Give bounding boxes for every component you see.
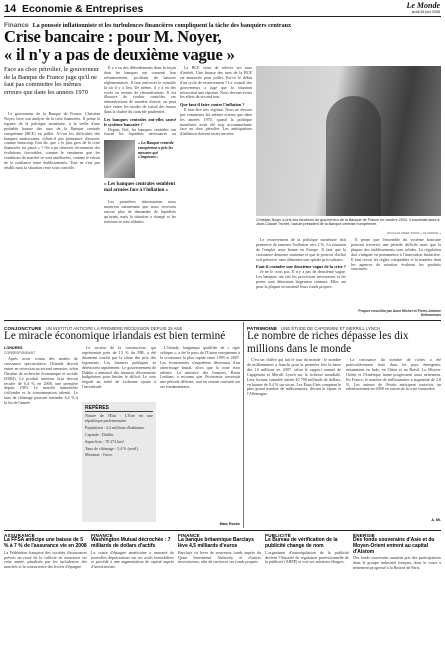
- main-col4-subhead: Faut-il craindre une deuxième vague de la crise ?: [256, 264, 346, 270]
- conjoncture-col2-paragraph: Le secteur de la construction, qui représentait près de 13 % du PIB, a été durement touché par la chute des prix des logements. Les finances publiques se détériorent rapidement. Le gouvernement de Dublin a annoncé des mesures d'économies budgétaires pour limiter le déficit. Le vote négatif au traité de Lisbonne ajoute à l'incertitude.: [82, 346, 156, 390]
- reperes-item: Superficie : 70 273 km².: [85, 438, 125, 444]
- photo-credit: NICOLAS KRIEF POUR « LE MONDE »: [387, 231, 441, 235]
- brief-assurance: [4, 533, 87, 658]
- main-headline-line2: « il n'y a pas de deuxième vague »: [4, 45, 235, 64]
- main-col5-text: [351, 238, 441, 308]
- patrimoine-col2: [346, 358, 441, 518]
- main-col2-bottom: [104, 200, 176, 317]
- conjoncture-sublabel: UN INSTITUT ANTICIPE LA PREMIÈRE RÉCESSION DEPUIS 25 ANS: [45, 325, 183, 331]
- brief-text: L'organisme d'autorégulation de la publicité devient l'Autorité de régulation professionnelle de la publicité (ARPP) et voit ses missions élargies.: [265, 550, 349, 565]
- patrimoine-col1-paragraph: C'est un chiffre qui fait le tour du monde : le nombre de millionnaires a franchi pour la première fois la barre des 10 millions en 2007, selon le rapport annuel de Capgemini et Merrill Lynch sur la richesse mondiale. Leur fortune cumulée atteint 40 700 milliards de dollars, en hausse de 9,4 % sur un an. Les États-Unis comptent le plus grand nombre de millionnaires, devant le Japon et l'Allemagne.: [247, 358, 341, 397]
- conjoncture-col3-paragraph: L'Irlande, longtemps qualifiée de « tigre celtique », a été le pays de l'Union européenne à la croissance la plus rapide entre 1995 et 2007. Les économistes s'inquiètent désormais d'un atterrissage brutal, alors que la zone euro ralentit. Le ministre des finances, Brian Lenihan, a reconnu que l'économie traversait une période délicate, tout en restant confiant sur ses fondamentaux.: [160, 346, 240, 390]
- main-col2-subhead: Les banques centrales ont-elles sauvé le système bancaire ?: [104, 116, 176, 127]
- main-col2-text: [104, 66, 176, 136]
- main-col4-paragraph: Le resserrement de la politique monétaire doit permettre de ramener l'inflation vers 2 %. La situation de l'emploi reste bonne en Europe. Il faut que la croissance demeure soutenue et que le pouvoir d'achat soit préservé, sans alimenter une spirale prix-salaires.: [256, 238, 346, 262]
- patrimoine-label: PATRIMOINE: [247, 325, 278, 331]
- page-number: 14: [4, 3, 17, 15]
- reperes-item: Taux de chômage : 5,4 % (avril).: [85, 445, 139, 451]
- main-col3-subhead: Que faut-il faire contre l'inflation ?: [180, 101, 245, 107]
- patrimoine-col1: [247, 358, 341, 523]
- main-col4-paragraph-2: Je ne le crois pas. Il n'y a pas de deuxième vague. Les banques ont fait les provisions nécessaires et les pertes sont désormais largement connues. Elles ont pour la plupart reconstitué leurs fonds propres.: [256, 269, 346, 289]
- brief-text: La caisse d'épargne américaine a annoncé de nouvelles dépréciations sur ses actifs immobiliers et procédé à une augmentation de capital auprès d'investisseurs.: [91, 550, 174, 570]
- main-col3-paragraph: La BCE vient de relever ses taux d'intérêt. Une hausse des taux de la BCE est annoncée pour juillet. Est-ce le début d'un cycle de resserrement ? Le conseil des gouverneurs a jugé que la situation nécessitait une réponse. Nous devons éviter les effets de second tour.: [180, 66, 252, 100]
- patrimoine-headline: Le nombre de riches dépasse les dix millions dans le monde: [247, 330, 409, 355]
- brief-barclays: [178, 533, 261, 658]
- sidebar-quote-box: [104, 140, 176, 180]
- mid-rule: [4, 320, 441, 321]
- conjoncture-byline: Marc Roche: [219, 522, 240, 526]
- brief-kicker: PUBLICITÉ: [265, 533, 292, 538]
- brief-headline: Washington Mutual décrochée : 7 milliards de dollars d'actifs: [91, 537, 171, 549]
- main-col1-paragraph: Le gouverneur de la Banque de France, Christian Noyer, livre son analyse de la crise financière. Il prône la rigueur de la politique monétaire, à la veille d'une probable hausse des taux de la Banque centrale européenne (BCE) en juillet. A-t-on les difficultés des banques américaines, n'était-il pas prématuré d'assurer, comme beaucoup l'ont dit, que « le plus gros de la crise financière est passé » ? On a pu observer récemment des évolutions favorables, comme le sentiment que les conditions de marché se sont améliorées, comme le retour de la confiance entre établissements. Tout ne s'est pas rétabli mais la situation reste sous contrôle.: [4, 112, 100, 170]
- sidebar-quote-text: « La Banque centrale européenne a pris les mesures qui s'imposent »: [138, 140, 174, 160]
- brief-publicite: [265, 533, 349, 658]
- page-date: jeudi 26 juin 2008: [411, 10, 440, 14]
- main-intro: Face au choc pétrolier, le gouverneur de la Banque de France juge qu'il ne faut pas commettre les mêmes erreurs que dans les années 1970: [4, 66, 99, 96]
- main-photo: [256, 66, 441, 216]
- main-col3-paragraph-2: Il faut être très vigilant. Nous ne devons pas commettre les mêmes erreurs que dans les années 1970, quand la politique monétaire avait été trop accommodante face au choc pétrolier. Les anticipations d'inflation doivent rester ancrées.: [180, 106, 252, 137]
- briefs-rule: [4, 530, 441, 531]
- photo-subject-silhouette: [326, 96, 381, 216]
- reperes-item: Monnaie : l'euro.: [85, 452, 113, 458]
- conjoncture-col2: [82, 346, 156, 400]
- patrimoine-sublabel: UNE ÉTUDE DE CAPGEMINI ET MERRILL LYNCH: [281, 325, 381, 331]
- conjoncture-col3: [160, 346, 240, 522]
- section-title: Economie & Entreprises: [22, 3, 144, 15]
- main-pull-quote: « Les banques centrales semblent mal armées face à l'inflation »: [104, 182, 176, 193]
- main-col2-paragraph: Il y a eu des débordements dans la façon dont les banques ont consenti leur refinancement, profitant de hausses réglementaires. Il faut renforcer le contrôle là où il y a lieu. De même, il y a eu des excès en termes de rémunérations. Il est illusoire de vouloir contrôler ces rémunérations de manière directe, on peut faire entrer les modes de calcul des bonus dans la chaîne du contrôle prudentiel.: [104, 66, 176, 115]
- conjoncture-col1: [4, 357, 78, 527]
- brief-text: Barclays va lever de nouveaux fonds auprès du Qatar Investment Authority et d'autres investisseurs, afin de renforcer ses fonds propres.: [178, 550, 261, 565]
- brief-kicker: FINANCE: [91, 533, 113, 538]
- kicker-text: La poussée inflationniste et les turbulences financières compliquent la tâche des banquiers centraux: [32, 22, 292, 29]
- brief-energie: [353, 533, 441, 658]
- photo-caption: Christian Noyer a pris ses fonctions de gouverneur de la Banque de France en octobre 2003. Il succédait alors à Jean-Claude Trichet, l'actuel président de la Banque centrale européenne.: [256, 218, 440, 227]
- main-col1-text: [4, 112, 100, 317]
- reperes-title: REPÈRES: [85, 405, 153, 412]
- reperes-item: Capitale : Dublin.: [85, 431, 115, 437]
- vertical-rule: [243, 322, 244, 528]
- masthead: Le Monde: [406, 1, 440, 10]
- brief-headline: Des fonds souverains d'Asie et du Moyen-Orient entrent au capital d'Alstom: [353, 537, 435, 555]
- brief-headline: La banque britannique Barclays lève 4,5 milliards d'euros: [178, 537, 254, 549]
- brief-text: Des fonds souverains auraient pris des participations dans le groupe industriel français, dont le cours a nettement progressé à la Bourse de Paris.: [353, 556, 441, 571]
- main-col4-lower: [256, 238, 346, 317]
- brief-headline: La FFSA anticipe une baisse de 5 % à 7 % de l'assurance vie en 2008: [4, 537, 87, 549]
- main-byline: Propos recueillis par Anne Michel et Pierre-Antoine Delhommais: [358, 309, 441, 317]
- brief-text: La Fédération française des sociétés d'assurances prévoit un recul de la collecte en assurance vie cette année, pénalisée par les turbulences des marchés et la concurrence des livrets d'épargne.: [4, 550, 87, 570]
- main-col2-paragraph-3: Les premières informations nous montrent maintenant que nous recevons encore plus de demandes de liquidités qu'avant, mais la situation a changé et les tensions se sont réduites.: [104, 200, 176, 224]
- reperes-box: [82, 402, 156, 522]
- conjoncture-headline: Le miracle économique irlandais est bien terminé: [4, 330, 226, 342]
- conjoncture-col1-paragraph: Après avoir connu des années de croissance spectaculaire, l'Irlande devrait entrer en récession au second semestre, selon l'Institut de recherche économique et sociale (ESRI). Le produit intérieur brut devrait reculer de 0,4 % en 2008, une première depuis 1983. Le marché immobilier s'effondre et la consommation ralentit. Le taux de chômage pourrait atteindre 6,4 % à la fin de l'année.: [4, 357, 78, 406]
- main-col3-text: [180, 66, 252, 317]
- brief-kicker: ASSURANCE: [4, 533, 35, 538]
- main-col5-paragraph: Il pense que l'ensemble du système bancaire pourrait traverser une période difficile mais que la plupart des établissements sont solides. La régulation doit s'adapter en permanence à l'innovation financière. Il faut revoir les règles comptables et la manière dont les agences de notation évaluent les produits structurés.: [351, 238, 441, 272]
- main-col2-paragraph-2: Depuis l'été, les banques centrales ont fourni les liquidités nécessaires au: [104, 126, 176, 136]
- patrimoine-byline: A. Mi.: [431, 518, 441, 522]
- brief-headline: Le Bureau de vérification de la publicité change de nom: [265, 537, 338, 549]
- reperes-item: Population : 4,4 millions d'habitants.: [85, 424, 146, 430]
- patrimoine-col2-paragraph: La croissance du nombre de riches a été particulièrement forte dans les pays émergents, notamment en Inde, en Chine et au Brésil. Le Moyen-Orient et l'Amérique latine progressent aussi nettement. En France, le nombre de millionnaires a augmenté de 2,8 %. Les auteurs de l'étude anticipent toutefois un ralentissement en 2008 en raison de la crise financière.: [346, 358, 441, 392]
- reperes-list: [85, 414, 153, 519]
- brief-kicker: FINANCE: [178, 533, 200, 538]
- main-headline-line1: Crise bancaire : pour M. Noyer,: [4, 27, 222, 46]
- reperes-item: Nature de l'État : L'Éire est une république parlementaire.: [85, 414, 153, 423]
- conjoncture-dateline: LONDRES: [4, 346, 23, 350]
- header-rule: [4, 16, 441, 17]
- kicker-label: Finance: [4, 21, 29, 29]
- brief-kicker: ÉNERGIE: [353, 533, 376, 538]
- conjoncture-correspondent: CORRESPONDANT: [4, 351, 36, 355]
- sidebar-portrait-photo: [104, 140, 135, 178]
- brief-washington-mutual: [91, 533, 174, 658]
- conjoncture-label: CONJONCTURE: [4, 325, 42, 331]
